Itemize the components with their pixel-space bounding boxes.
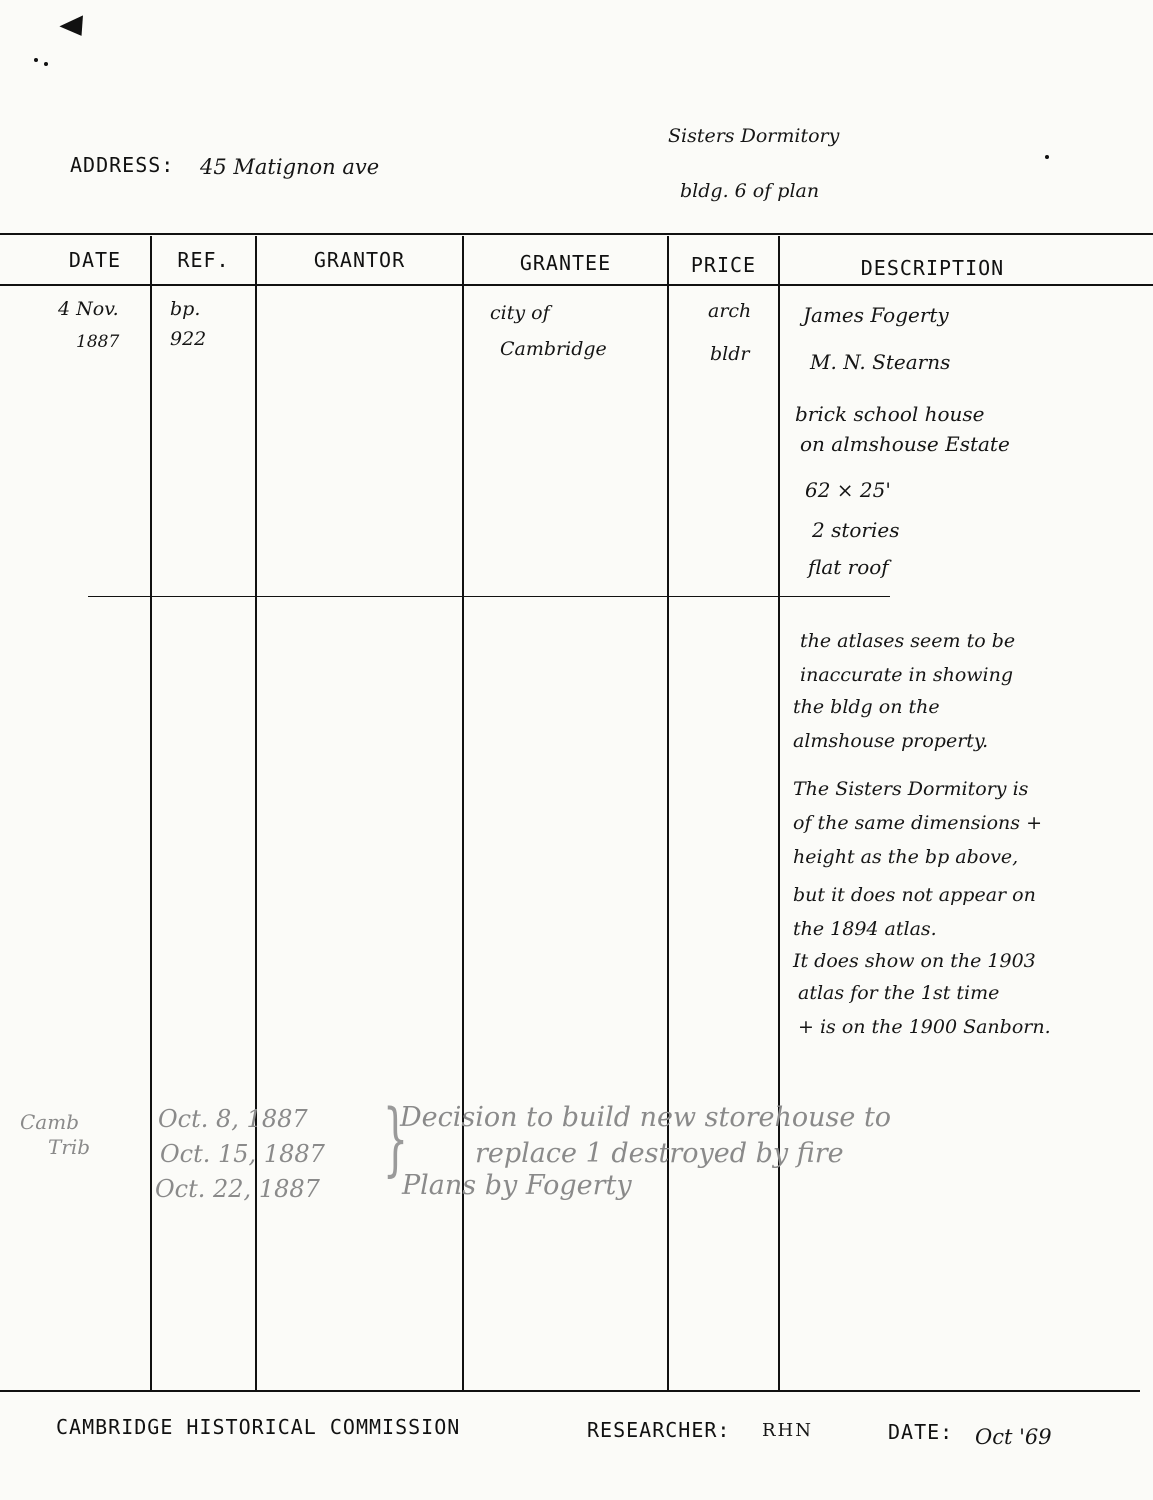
col-divider-price	[778, 236, 780, 1390]
scan-dot	[34, 58, 38, 62]
scan-dot	[1045, 155, 1049, 159]
pencil-source-line1: Camb	[20, 1110, 79, 1134]
address-label: ADDRESS:	[70, 153, 175, 177]
description-line: James Fogerty	[803, 303, 949, 327]
pencil-note-line: Decision to build new storehouse to	[400, 1102, 892, 1133]
entry-price-line1: arch	[708, 300, 752, 322]
pencil-note-line: replace 1 destroyed by fire	[475, 1138, 844, 1169]
research-note-line: The Sisters Dormitory is	[793, 778, 1029, 800]
description-line: on almshouse Estate	[800, 432, 1010, 456]
scan-dot	[44, 62, 48, 66]
research-note-line: almshouse property.	[793, 730, 989, 752]
footer-commission: CAMBRIDGE HISTORICAL COMMISSION	[56, 1415, 461, 1439]
pencil-date-line: Oct. 8, 1887	[158, 1105, 308, 1133]
header-bottom-rule	[0, 284, 1153, 286]
scan-mark	[59, 15, 90, 42]
column-header-date: DATE	[68, 248, 122, 272]
col-divider-grantor	[462, 236, 464, 1390]
description-line: brick school house	[795, 402, 985, 426]
building-note: Sisters Dormitory	[668, 125, 840, 147]
research-note-line: but it does not appear on	[793, 884, 1036, 906]
pencil-source-line2: Trib	[48, 1135, 91, 1159]
pencil-brace: }	[382, 1092, 409, 1185]
col-divider-ref	[255, 236, 257, 1390]
column-header-price: PRICE	[690, 253, 757, 277]
entry-price-line2: bldr	[710, 343, 750, 365]
research-note-line: height as the bp above,	[793, 846, 1019, 868]
research-note-line: inaccurate in showing	[800, 664, 1014, 686]
column-header-grantor: GRANTOR	[313, 248, 406, 272]
research-note-line: It does show on the 1903	[793, 950, 1036, 972]
description-line: flat roof	[808, 555, 889, 579]
entry-grantee-line2: Cambridge	[500, 338, 607, 360]
description-line: 2 stories	[812, 518, 900, 542]
column-header-description: DESCRIPTION	[860, 256, 1005, 280]
column-header-ref: REF.	[177, 248, 230, 272]
entry-date-year: 1887	[76, 332, 120, 352]
entry-grantee-line1: city of	[490, 302, 550, 324]
pencil-date-line: Oct. 15, 1887	[160, 1140, 325, 1168]
entry-ref-page: 922	[170, 328, 207, 350]
entry-divider	[88, 596, 890, 597]
column-header-grantee: GRANTEE	[519, 251, 612, 275]
col-divider-grantee	[667, 236, 669, 1390]
footer-researcher-value: RHN	[762, 1420, 813, 1441]
footer-researcher-label: RESEARCHER:	[587, 1418, 731, 1442]
footer-date-label: DATE:	[888, 1420, 954, 1444]
research-note-line: the atlases seem to be	[800, 630, 1016, 652]
footer-date-value: Oct '69	[975, 1425, 1052, 1449]
address-value: 45 Matignon ave	[200, 155, 380, 179]
table-bottom-rule	[0, 1390, 1140, 1392]
research-note-line: of the same dimensions +	[793, 812, 1042, 834]
research-note-line: atlas for the 1st time	[798, 982, 1000, 1004]
description-line: 62 × 25'	[805, 478, 891, 502]
research-note-line: the bldg on the	[793, 696, 940, 718]
research-note-line: the 1894 atlas.	[793, 918, 937, 940]
description-line: M. N. Stearns	[810, 350, 951, 374]
research-note-line: + is on the 1900 Sanborn.	[798, 1016, 1051, 1038]
col-divider-date	[150, 236, 152, 1390]
entry-ref-book: bp.	[170, 298, 201, 320]
building-plan-note: bldg. 6 of plan	[680, 180, 820, 202]
pencil-date-line: Oct. 22, 1887	[155, 1175, 320, 1203]
entry-date-day: 4 Nov.	[58, 298, 119, 320]
table-top-rule	[0, 233, 1153, 235]
pencil-note-line: Plans by Fogerty	[402, 1170, 632, 1201]
